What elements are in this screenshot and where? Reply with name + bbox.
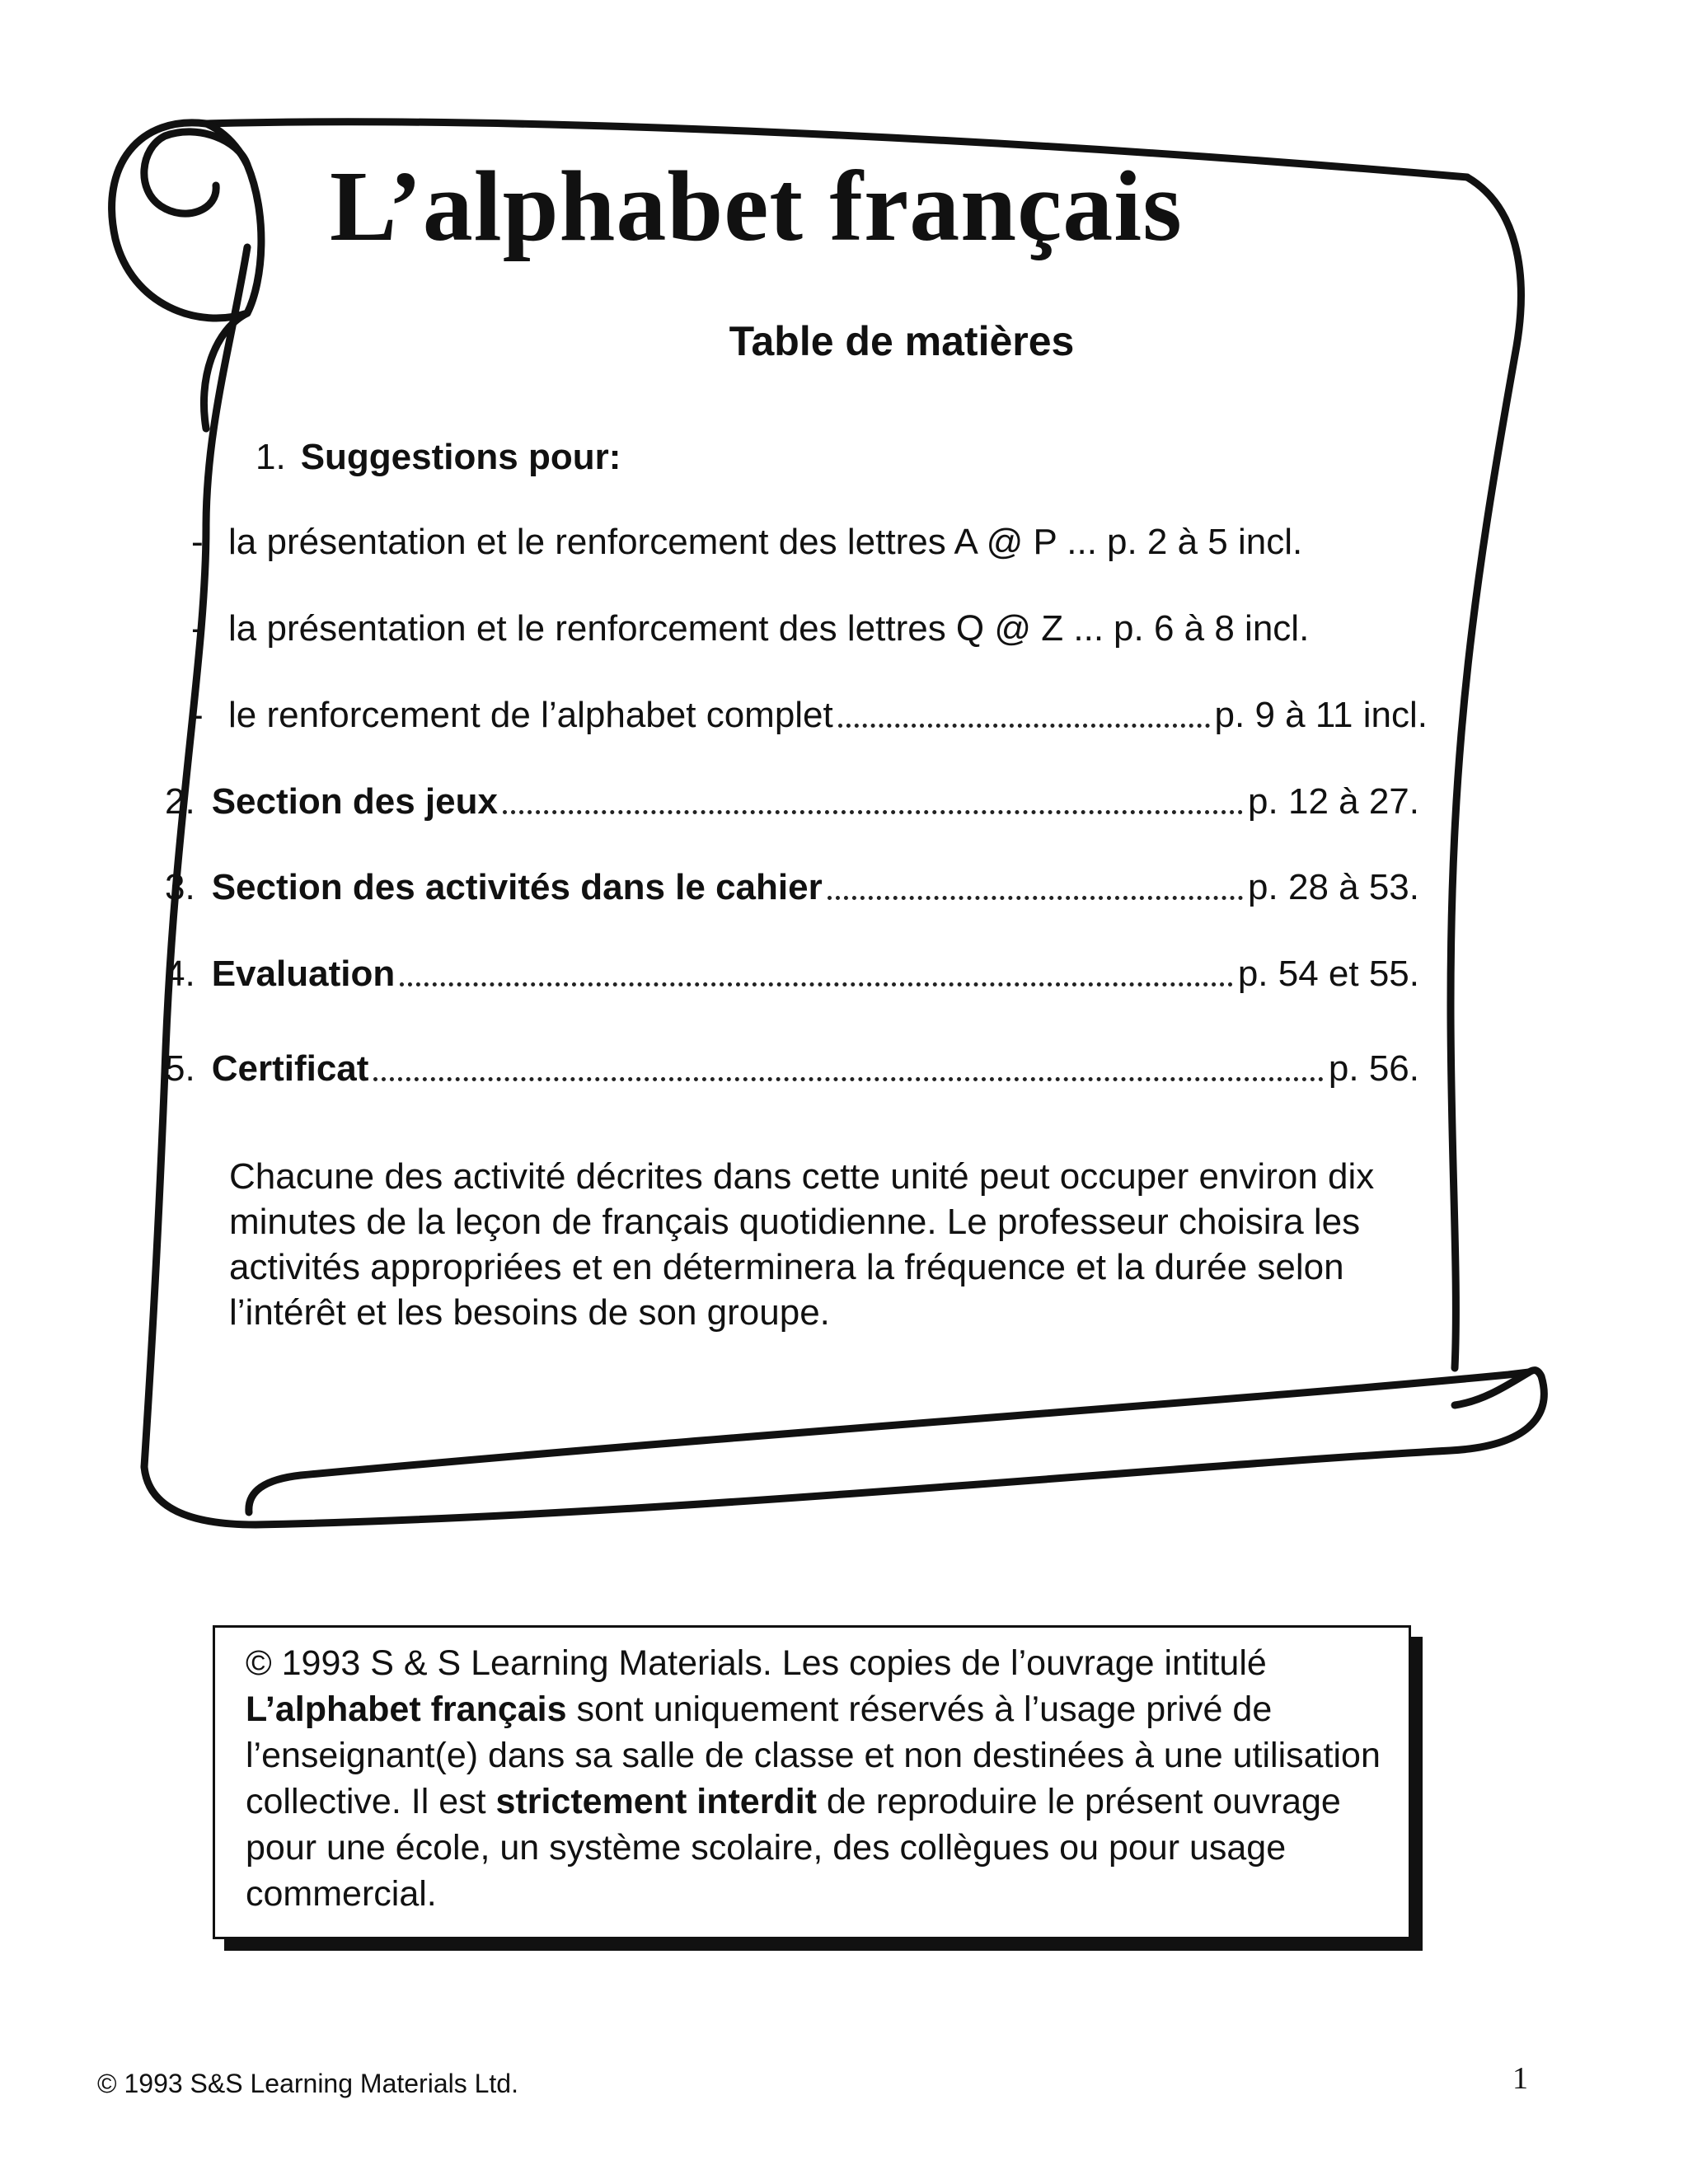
toc-leader [838, 719, 1210, 728]
copyright-part-2: sont uniquement réservés à l’usage privé de l’enseignant(e) dans sa salle de classe et non destinées à une utilisation collective. Il est [246, 1690, 1381, 1821]
toc-section [165, 867, 1419, 908]
intro-paragraph: Chacune des activité décrites dans cette unité peut occuper environ dix minutes de la leçon de français quotidienne. Le professeur choisira les activités appropriées et en déterminera la fréquence et la durée selon l’intérêt et les besoins de son groupe. [229, 1156, 1375, 1333]
footer-copyright: © 1993 S&S Learning Materials Ltd. [97, 2069, 518, 2098]
toc-number: 2. [165, 781, 195, 822]
toc-heading [256, 437, 621, 478]
toc-label: Section des activités dans le cahier [211, 867, 823, 907]
toc-label: la présentation et le renforcement des lettres Q @ Z ... [228, 608, 1104, 649]
toc-label: Evaluation [211, 954, 396, 994]
toc-page: p. 6 à 8 incl. [1114, 608, 1310, 649]
toc-label: le renforcement de l’alphabet complet [228, 695, 833, 735]
toc-sub-item [191, 695, 1428, 736]
toc-number: 4. [165, 954, 195, 994]
toc-heading-number: 1. [256, 437, 286, 477]
toc-heading-label: Suggestions pour: [300, 437, 621, 477]
toc-page: p. 56. [1328, 1048, 1419, 1089]
toc-leader [828, 891, 1243, 900]
toc-section [165, 954, 1419, 995]
toc-label: Section des jeux [211, 781, 498, 822]
copyright-part-1: © 1993 S & S Learning Materials. Les copies de l’ouvrage intitulé [246, 1643, 1267, 1683]
toc-dash: - [191, 695, 204, 735]
toc-dash: - [191, 522, 204, 562]
toc-section [165, 1048, 1419, 1090]
copyright-notice [246, 1640, 1416, 1917]
toc-leader [373, 1072, 1323, 1081]
toc-leader [400, 977, 1233, 987]
page-number: 1 [1512, 2061, 1528, 2096]
copyright-bold-title: L’alphabet français [246, 1690, 567, 1729]
toc-page: p. 28 à 53. [1248, 867, 1419, 907]
toc-page: p. 9 à 11 incl. [1214, 695, 1428, 735]
toc-number: 3. [165, 867, 195, 907]
toc-page: p. 54 et 55. [1237, 954, 1419, 994]
document-title: L’alphabet français [330, 151, 1183, 262]
toc-sub-item [191, 522, 1428, 563]
toc-page: p. 12 à 27. [1248, 781, 1419, 822]
toc-label: Certificat [211, 1048, 369, 1089]
toc-section [165, 781, 1419, 823]
toc-dash: - [191, 608, 204, 649]
copyright-part-3: de reproduire le présent ouvrage pour une école, un système scolaire, des collègues ou pour usage commercial. [246, 1782, 1341, 1914]
scroll-bottom-roll [144, 1371, 1544, 1525]
toc-leader [503, 805, 1243, 814]
toc-page: p. 2 à 5 incl. [1106, 522, 1303, 562]
toc-label: la présentation et le renforcement des lettres A @ P ... [228, 522, 1097, 562]
document-subtitle: Table de matières [729, 318, 1075, 364]
toc-number: 5. [165, 1048, 195, 1089]
copyright-bold-warning: strictement interdit [495, 1782, 817, 1821]
toc-sub-item [191, 608, 1428, 649]
